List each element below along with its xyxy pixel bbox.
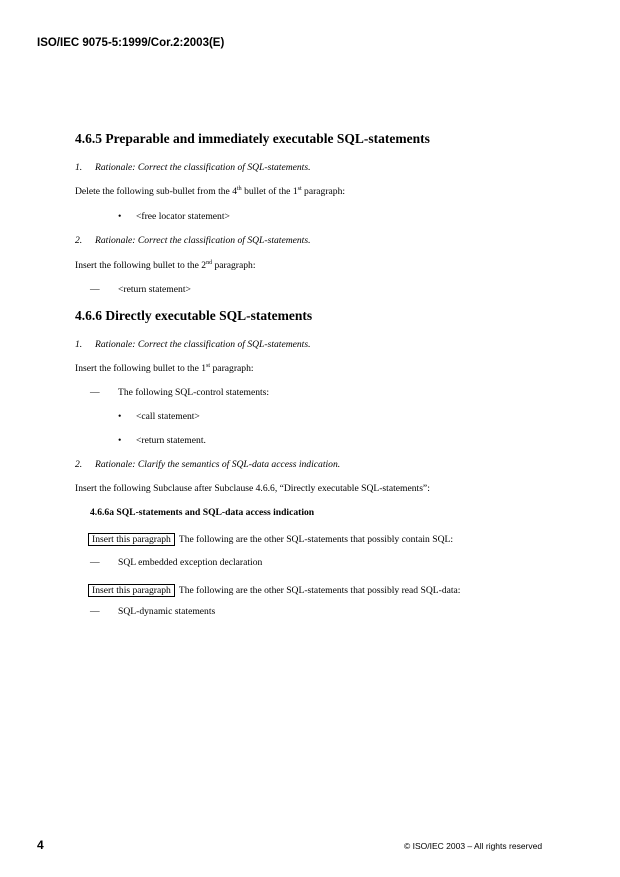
item-number: 1. — [75, 162, 83, 173]
section-466a-title: 4.6.6a SQL-statements and SQL-data access indication — [90, 507, 315, 518]
dash-symbol: — — [90, 606, 100, 617]
dash-symbol: — — [90, 284, 100, 295]
insert-paragraph-line — [88, 529, 453, 547]
copyright-notice: © ISO/IEC 2003 – All rights reserved — [404, 841, 543, 851]
dash-text: <return statement> — [118, 284, 191, 295]
insert-paragraph-box: Insert this paragraph — [88, 533, 175, 546]
insert-paragraph-line — [88, 580, 460, 598]
text-fragment: Insert the following bullet to the 1 — [75, 363, 207, 374]
instruction-text — [75, 186, 345, 197]
instruction-text: Insert the following Subclause after Subclause 4.6.6, “Directly executable SQL-statements”: — [75, 483, 430, 494]
superscript: th — [237, 186, 242, 192]
superscript: nd — [206, 260, 213, 266]
rationale-item — [75, 235, 310, 246]
instruction-text — [75, 260, 256, 271]
bullet-text: <call statement> — [136, 411, 200, 422]
paragraph-text: The following are the other SQL-statements that possibly read SQL-data: — [178, 585, 461, 596]
text-fragment: paragraph: — [210, 363, 254, 374]
rationale-text: Rationale: Correct the classification of SQL-statements. — [95, 339, 311, 350]
bullet-symbol: • — [118, 411, 122, 422]
dash-symbol: — — [90, 387, 100, 398]
superscript: st — [297, 186, 302, 192]
rationale-text: Rationale: Correct the classification of SQL-statements. — [95, 162, 311, 173]
dash-text: SQL embedded exception declaration — [118, 557, 263, 568]
bullet-symbol: • — [118, 211, 122, 222]
instruction-text — [75, 363, 254, 374]
bullet-text: <return statement. — [136, 435, 206, 446]
text-fragment: paragraph: — [301, 186, 346, 197]
text-fragment: Delete the following sub-bullet from the 4 — [75, 186, 237, 197]
section-466-title: 4.6.6 Directly executable SQL-statements — [75, 308, 313, 323]
superscript: st — [206, 363, 211, 369]
section-465-title: 4.6.5 Preparable and immediately executable SQL-statements — [75, 131, 430, 146]
dash-symbol: — — [90, 557, 100, 568]
rationale-text: Rationale: Clarify the semantics of SQL-data access indication. — [95, 459, 341, 470]
bullet-symbol: • — [118, 435, 122, 446]
item-number: 2. — [75, 235, 83, 246]
item-number: 2. — [75, 459, 83, 470]
item-number: 1. — [75, 339, 83, 350]
rationale-item — [75, 162, 310, 173]
dash-text: SQL-dynamic statements — [118, 606, 216, 617]
rationale-text: Rationale: Correct the classification of SQL-statements. — [95, 235, 311, 246]
bullet-text: <free locator statement> — [136, 211, 230, 222]
dash-text: The following SQL-control statements: — [118, 387, 270, 398]
insert-paragraph-box: Insert this paragraph — [88, 584, 175, 597]
document-id-header: ISO/IEC 9075-5:1999/Cor.2:2003(E) — [37, 37, 225, 49]
rationale-item — [75, 339, 310, 350]
rationale-item — [75, 459, 340, 470]
text-fragment: paragraph: — [212, 260, 256, 271]
page-number: 4 — [37, 838, 44, 852]
text-fragment: Insert the following bullet to the 2 — [75, 260, 207, 271]
text-fragment: bullet of the 1 — [241, 186, 298, 197]
paragraph-text: The following are the other SQL-statements that possibly contain SQL: — [178, 534, 454, 545]
